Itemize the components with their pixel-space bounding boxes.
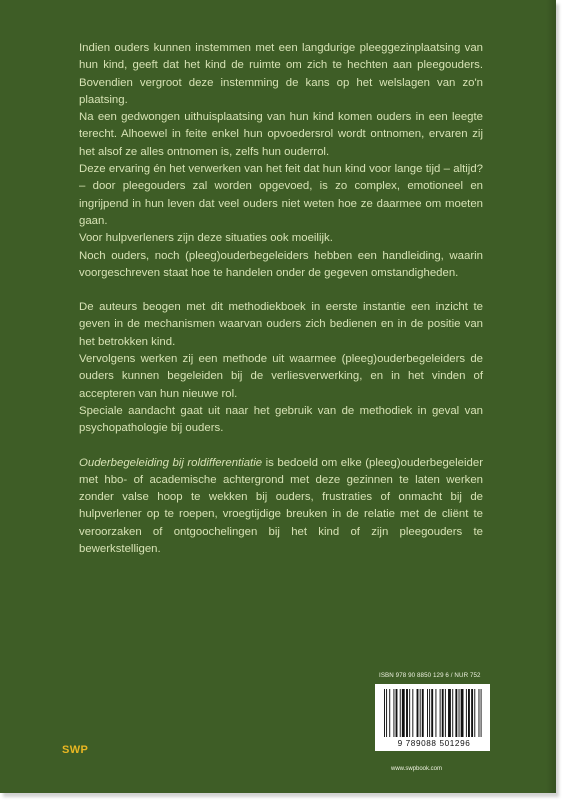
- paragraph-6: De auteurs beogen met dit methodiekboek in eerste instantie een inzicht te geven in de mechanismen waarvan ouders zich bedienen en in de positie van het betrokken kind.: [79, 301, 483, 348]
- book-title: Ouderbegeleiding bij roldifferentiatie: [79, 456, 263, 469]
- paragraph-1: Indien ouders kunnen instemmen met een langdurige pleeggezinplaatsing van hun kind, geeft dat het kind de ruimte om zich te hechten aan pleegouders. Bovendien vergroot deze instemming de kans op het welslagen van zo'n plaatsing.: [79, 42, 483, 106]
- publisher-logo: SWP: [62, 744, 89, 756]
- paragraph-7: Vervolgens werken zij een methode uit waarmee (pleeg)ouderbegeleiders de ouders kunnen begeleiden bij de verliesverwerking, en in het vinden of accepteren van hun nieuwe rol.: [79, 353, 483, 400]
- cover-shade: [546, 0, 556, 793]
- barcode: [375, 684, 490, 751]
- isbn: ISBN 978 90 8850 129 6 / NUR 752: [379, 672, 481, 679]
- paragraph-4: Voor hulpverleners zijn deze situaties ook moeilijk.: [79, 232, 333, 245]
- paragraph-2: Na een gedwongen uithuisplaatsing van hun kind komen ouders in een leegte terecht. Alhoewel in feite enkel hun opvoedersrol wordt ontnomen, ervaren zij het alsof ze alles ontnomen is, zelfs hun ouderrol.: [79, 111, 483, 158]
- barcode-digits: 9 789088 501296: [397, 739, 471, 748]
- paragraph-3: Deze ervaring én het verwerken van het feit dat hun kind voor lange tijd – altijd? – door pleegouders zal worden opgevoed, is zo complex, emotioneel en ingrijpend in hun leven dat veel ouders niet weten hoe ze daarmee om moeten gaan.: [79, 163, 483, 227]
- paragraph-9: [79, 455, 483, 559]
- publisher-url: www.swpbook.com: [391, 766, 443, 772]
- paragraph-9-text: is bedoeld om elke (pleeg)ouderbegeleider met hbo- of academische achtergrond met deze gezinnen te laten werken zonder valse hoop te wekken bij ouders, frustraties of onmacht bij de hulpverlener op te roepen, vroegtijdige breuken in de relatie met de cliënt te veroorzaken of ontgoochelingen bij het kind of zijn pleegouders te bewerkstelligen.: [79, 456, 483, 556]
- paragraph-5: Noch ouders, noch (pleeg)ouderbegeleiders hebben een handleiding, waarin voorgeschreven staat hoe te handelen onder de gegeven omstandigheden.: [79, 249, 483, 279]
- blurb-text: [79, 40, 483, 558]
- paragraph-8: Speciale aandacht gaat uit naar het gebruik van de methodiek in geval van psychopathologie bij ouders.: [79, 404, 483, 435]
